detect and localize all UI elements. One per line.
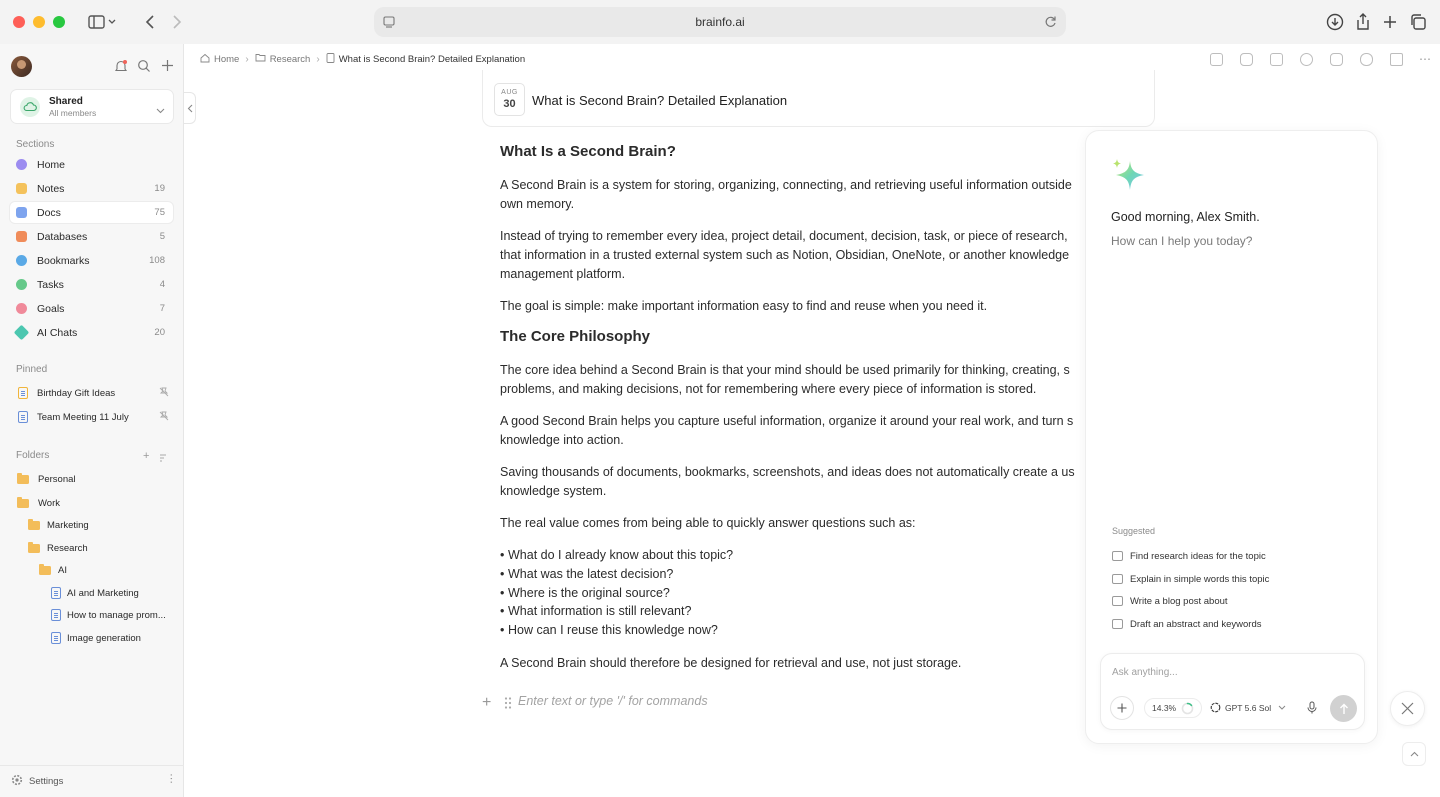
document-header — [482, 70, 1155, 127]
suggestion-item[interactable]: Draft an abstract and keywords — [1112, 616, 1261, 632]
link-icon[interactable] — [1360, 53, 1373, 66]
notes-icon — [16, 183, 27, 194]
reload-icon[interactable] — [1044, 15, 1057, 31]
folder-item-marketing[interactable]: Marketing — [28, 515, 89, 535]
collapse-sidebar-button[interactable] — [184, 92, 196, 124]
doc-icon — [51, 632, 61, 644]
prompt-icon — [1112, 551, 1123, 561]
list-item[interactable]: • Where is the original source? — [508, 586, 670, 600]
address-bar[interactable] — [374, 7, 1066, 37]
cloud-icon — [20, 97, 40, 117]
new-tab-icon[interactable] — [1380, 10, 1400, 34]
sections-label: Sections — [16, 139, 55, 150]
doc-item[interactable]: Image generation — [51, 628, 141, 648]
chat-input-box — [1100, 653, 1365, 730]
tab-overview-icon[interactable] — [1408, 10, 1428, 34]
usage-indicator[interactable]: 14.3% — [1144, 698, 1202, 718]
task-check-icon — [16, 279, 27, 290]
folders-label: Folders — [16, 450, 50, 461]
paragraph-line[interactable]: own memory. — [500, 197, 575, 211]
reader-icon[interactable] — [383, 16, 395, 31]
pinned-item[interactable]: Team Meeting 11 July — [10, 407, 173, 427]
paragraph-line[interactable]: A good Second Brain helps you capture useful information, organize it around your real work, and turn s — [500, 414, 1074, 428]
docs-icon — [16, 207, 27, 218]
pinned-label: Pinned — [16, 364, 48, 375]
chevron-down-icon — [156, 102, 165, 120]
minimize-window-button[interactable] — [33, 16, 45, 28]
prompt-icon — [1112, 619, 1123, 629]
database-icon — [16, 231, 27, 242]
browser-toolbar — [0, 0, 1440, 44]
share-icon[interactable] — [1353, 10, 1373, 34]
paragraph-line[interactable]: knowledge into action. — [500, 433, 624, 447]
sparkle-icon — [1110, 157, 1148, 200]
more-options-icon[interactable]: ⋯ — [165, 773, 177, 783]
goal-heart-icon — [16, 303, 27, 314]
doc-icon — [51, 587, 61, 599]
sidebar-toggle-icon[interactable] — [86, 10, 120, 34]
drag-handle-icon[interactable] — [503, 696, 513, 715]
microphone-icon[interactable] — [1307, 701, 1317, 719]
suggestion-item[interactable]: Explain in simple words this topic — [1112, 571, 1269, 587]
chevron-down-icon — [1278, 703, 1286, 713]
paragraph-line[interactable]: Instead of trying to remember every idea, project detail, document, decision, task, or piece of research, — [500, 229, 1068, 243]
prompt-icon — [1112, 574, 1123, 584]
folder-icon — [28, 521, 40, 530]
suggested-label: Suggested — [1112, 526, 1156, 536]
maximize-window-button[interactable] — [53, 16, 65, 28]
doc-icon — [18, 411, 28, 423]
attach-button[interactable] — [1110, 696, 1134, 720]
close-window-button[interactable] — [13, 16, 25, 28]
scroll-top-button[interactable] — [1402, 742, 1426, 766]
share-tree-icon[interactable] — [1390, 53, 1403, 66]
sidebar-item-home[interactable]: Home — [10, 154, 173, 175]
sort-icon[interactable] — [158, 450, 167, 468]
sidebar-item-ai-chats[interactable]: AI Chats 20 — [10, 322, 173, 343]
sparkle-icon — [14, 325, 30, 341]
gear-icon — [11, 774, 23, 789]
paragraph[interactable]: A Second Brain should therefore be designed for retrieval and use, not just storage. — [500, 656, 962, 670]
page-title[interactable]: What is Second Brain? Detailed Explanation — [532, 93, 788, 108]
home-icon — [16, 159, 27, 170]
folder-icon[interactable] — [1210, 53, 1223, 66]
greeting: Good morning, Alex Smith. — [1111, 210, 1260, 224]
comment-icon[interactable] — [1330, 53, 1343, 66]
more-options-icon[interactable]: ⋯ — [1419, 52, 1431, 66]
workspace-subtitle: All members — [49, 108, 97, 118]
heading[interactable]: The Core Philosophy — [500, 328, 651, 345]
list-item[interactable]: • What information is still relevant? — [508, 604, 691, 618]
sidebar-item-notes[interactable]: Notes 19 — [10, 178, 173, 199]
folder-icon — [39, 566, 51, 575]
date-badge — [494, 83, 525, 116]
ai-assistant-panel — [1085, 130, 1378, 744]
sidebar — [0, 44, 184, 797]
paragraph-line[interactable]: problems, and making decisions, not for remembering where every piece of information is stored. — [500, 382, 1037, 396]
breadcrumb-current[interactable]: What is Second Brain? Detailed Explanation — [326, 53, 525, 66]
breadcrumb-separator: › — [316, 53, 320, 65]
list-item[interactable]: • What do I already know about this topic? — [508, 548, 733, 562]
divider — [0, 765, 184, 766]
paragraph-line[interactable]: that information in a trusted external system such as Notion, Obsidian, OneNote, or another knowledge — [500, 248, 1070, 262]
breadcrumb-home[interactable]: Home — [200, 53, 239, 66]
date-day: 30 — [503, 98, 516, 110]
close-ai-panel-button[interactable] — [1390, 691, 1425, 726]
add-block-icon[interactable]: + — [482, 694, 492, 711]
suggestion-item[interactable]: Find research ideas for the topic — [1112, 548, 1266, 564]
search-icon[interactable] — [137, 59, 151, 78]
paragraph-line[interactable]: A Second Brain is a system for storing, organizing, connecting, and retrieving useful information outside — [500, 178, 1072, 192]
notification-bell-icon[interactable] — [114, 59, 128, 78]
folder-item-work[interactable]: Work — [17, 493, 60, 513]
openai-icon — [1210, 702, 1221, 715]
download-icon[interactable] — [1325, 10, 1345, 34]
date-month: AUG — [501, 89, 518, 96]
workspace-name: Shared — [49, 96, 83, 107]
send-button[interactable] — [1330, 695, 1357, 722]
sidebar-item-docs[interactable]: Docs 75 — [10, 202, 173, 223]
paragraph-line[interactable]: Saving thousands of documents, bookmarks, screenshots, and ideas does not automatically create a us — [500, 465, 1075, 479]
bookmark-icon — [16, 255, 27, 266]
close-icon — [1401, 702, 1414, 715]
folder-item-ai[interactable]: AI — [39, 560, 67, 580]
editor-placeholder[interactable]: Enter text or type '/' for commands — [518, 694, 708, 708]
pinned-item[interactable]: Birthday Gift Ideas — [10, 383, 173, 403]
avatar[interactable] — [11, 56, 32, 77]
paragraph[interactable]: The goal is simple: make important information easy to find and reuse when you need it. — [500, 299, 988, 313]
back-icon[interactable] — [141, 10, 159, 34]
note-icon — [18, 387, 28, 399]
add-folder-icon[interactable]: + — [143, 450, 150, 462]
breadcrumb-research[interactable]: Research — [255, 53, 311, 65]
settings-button[interactable]: Settings — [11, 774, 63, 788]
paragraph-line[interactable]: The core idea behind a Second Brain is that your mind should be used primarily for thinking, creating, s — [500, 363, 1070, 377]
history-icon[interactable] — [1300, 53, 1313, 66]
layout-icon[interactable] — [1270, 53, 1283, 66]
paragraph[interactable]: The real value comes from being able to quickly answer questions such as: — [500, 516, 916, 530]
workspace-switcher[interactable] — [10, 89, 174, 124]
tag-icon[interactable] — [1240, 53, 1253, 66]
doc-item[interactable]: AI and Marketing — [51, 583, 139, 603]
folder-item-research[interactable]: Research — [28, 538, 88, 558]
forward-icon[interactable] — [168, 10, 186, 34]
usage-progress-ring — [1181, 702, 1194, 715]
sidebar-item-bookmarks[interactable]: Bookmarks 108 — [10, 250, 173, 271]
chat-input[interactable]: Ask anything... — [1112, 667, 1178, 678]
home-icon — [200, 53, 210, 66]
heading[interactable]: What Is a Second Brain? — [500, 143, 676, 160]
suggestion-item[interactable]: Write a blog post about — [1112, 593, 1228, 609]
folder-icon — [28, 544, 40, 553]
url-text: brainfo.ai — [695, 15, 745, 29]
prompt-icon — [1112, 596, 1123, 606]
sidebar-item-databases[interactable]: Databases 5 — [10, 226, 173, 247]
paragraph-line[interactable]: knowledge system. — [500, 484, 607, 498]
folder-icon — [17, 475, 29, 484]
sidebar-item-tasks[interactable]: Tasks 4 — [10, 274, 173, 295]
doc-icon — [51, 609, 61, 621]
folder-item-personal[interactable]: Personal — [17, 469, 76, 489]
doc-icon — [326, 53, 335, 66]
folder-icon — [255, 53, 266, 65]
paragraph-line[interactable]: management platform. — [500, 267, 626, 281]
sub-greeting: How can I help you today? — [1111, 234, 1253, 248]
model-selector[interactable]: GPT 5.6 Sol — [1210, 702, 1286, 714]
list-item[interactable]: • How can I reuse this knowledge now? — [508, 623, 718, 637]
folder-icon — [17, 499, 29, 508]
unpin-icon[interactable] — [159, 387, 169, 400]
list-item[interactable]: • What was the latest decision? — [508, 567, 673, 581]
breadcrumb-separator: › — [245, 53, 249, 65]
unpin-icon[interactable] — [159, 411, 169, 424]
sidebar-item-goals[interactable]: Goals 7 — [10, 298, 173, 319]
doc-item[interactable]: How to manage prom... — [51, 605, 166, 625]
add-icon[interactable] — [161, 59, 174, 77]
chevron-up-icon — [1410, 751, 1419, 757]
